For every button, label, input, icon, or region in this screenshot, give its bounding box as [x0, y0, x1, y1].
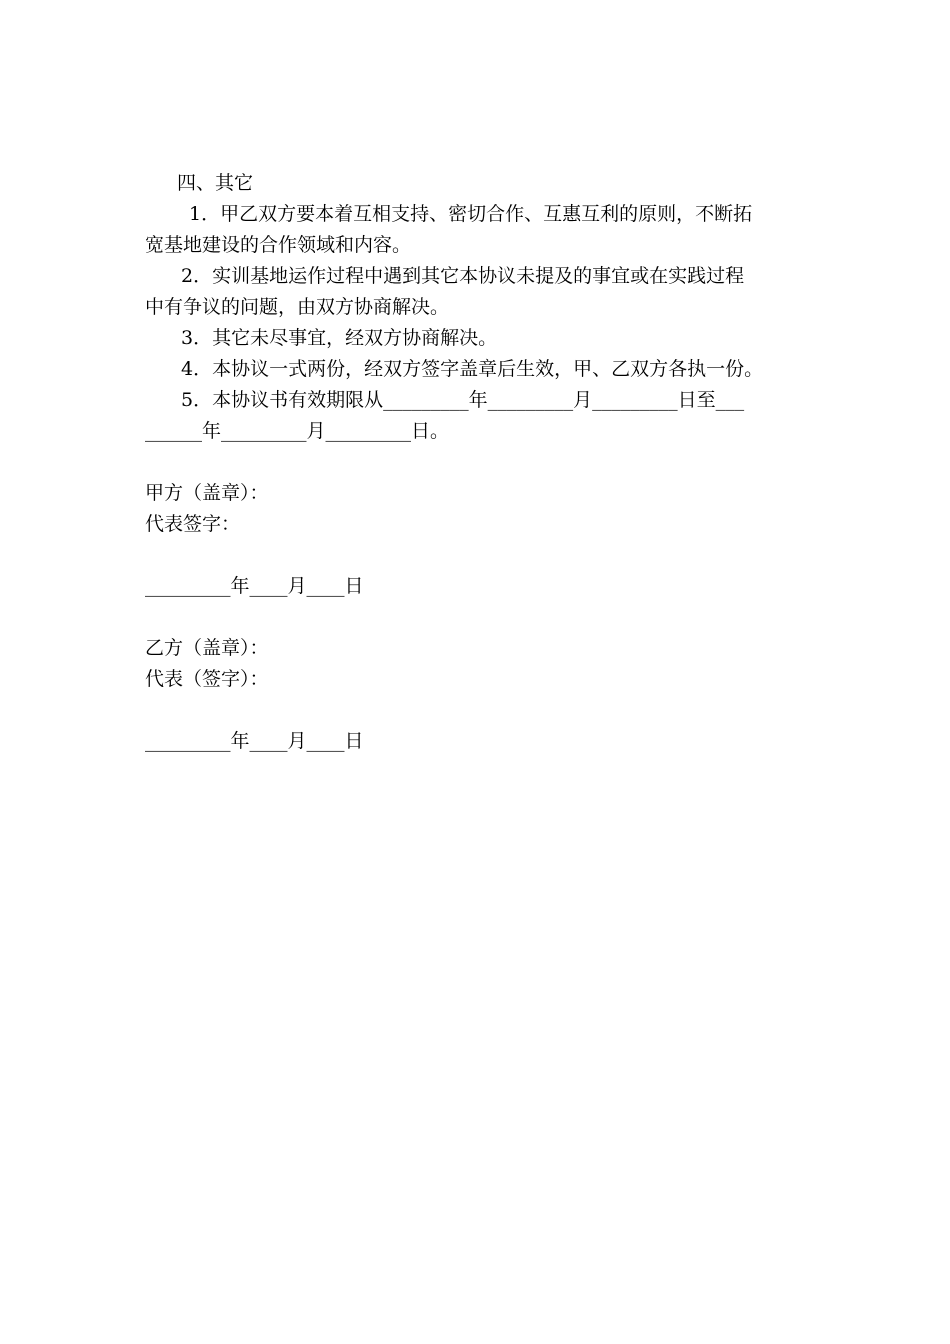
clause-2-line-1: 2．实训基地运作过程中遇到其它本协议未提及的事宜或在实践过程 — [181, 265, 745, 287]
party-b-signature-label: 代表（签字）： — [145, 668, 269, 690]
clause-5-line-1: 5．本协议书有效期限从_________年_________月_________日至___ — [181, 389, 745, 411]
party-b-block — [145, 633, 810, 757]
clause-3 — [145, 323, 810, 354]
clause-4-line-1: 4．本协议一式两份，经双方签字盖章后生效，甲、乙双方各执一份。 — [181, 358, 764, 380]
spacer — [145, 447, 810, 478]
party-b-seal-label: 乙方（盖章）： — [145, 637, 269, 659]
clause-1-line-1: 1．甲乙双方要本着互相支持、密切合作、互惠互利的原则，不断拓 — [189, 203, 753, 225]
clause-2-line-2: 中有争议的问题，由双方协商解决。 — [145, 296, 450, 318]
section-heading: 四、其它 — [177, 172, 254, 194]
clause-1 — [145, 199, 810, 261]
party-a-seal-label: 甲方（盖章）： — [145, 482, 269, 504]
party-a-date-line: _________年____月____日 — [145, 575, 364, 597]
spacer — [145, 695, 810, 726]
party-a-block — [145, 478, 810, 602]
clause-5 — [145, 385, 810, 447]
party-a-signature-label: 代表签字： — [145, 513, 241, 535]
clause-4 — [145, 354, 810, 385]
clause-1-line-2: 宽基地建设的合作领域和内容。 — [145, 234, 412, 256]
party-b-date-line: _________年____月____日 — [145, 730, 364, 752]
document-body — [145, 168, 810, 757]
clause-2 — [145, 261, 810, 323]
spacer — [145, 602, 810, 633]
clause-3-line-1: 3．其它未尽事宜，经双方协商解决。 — [181, 327, 498, 349]
spacer — [145, 540, 810, 571]
clause-5-line-2: ______年_________月_________日。 — [145, 420, 450, 442]
